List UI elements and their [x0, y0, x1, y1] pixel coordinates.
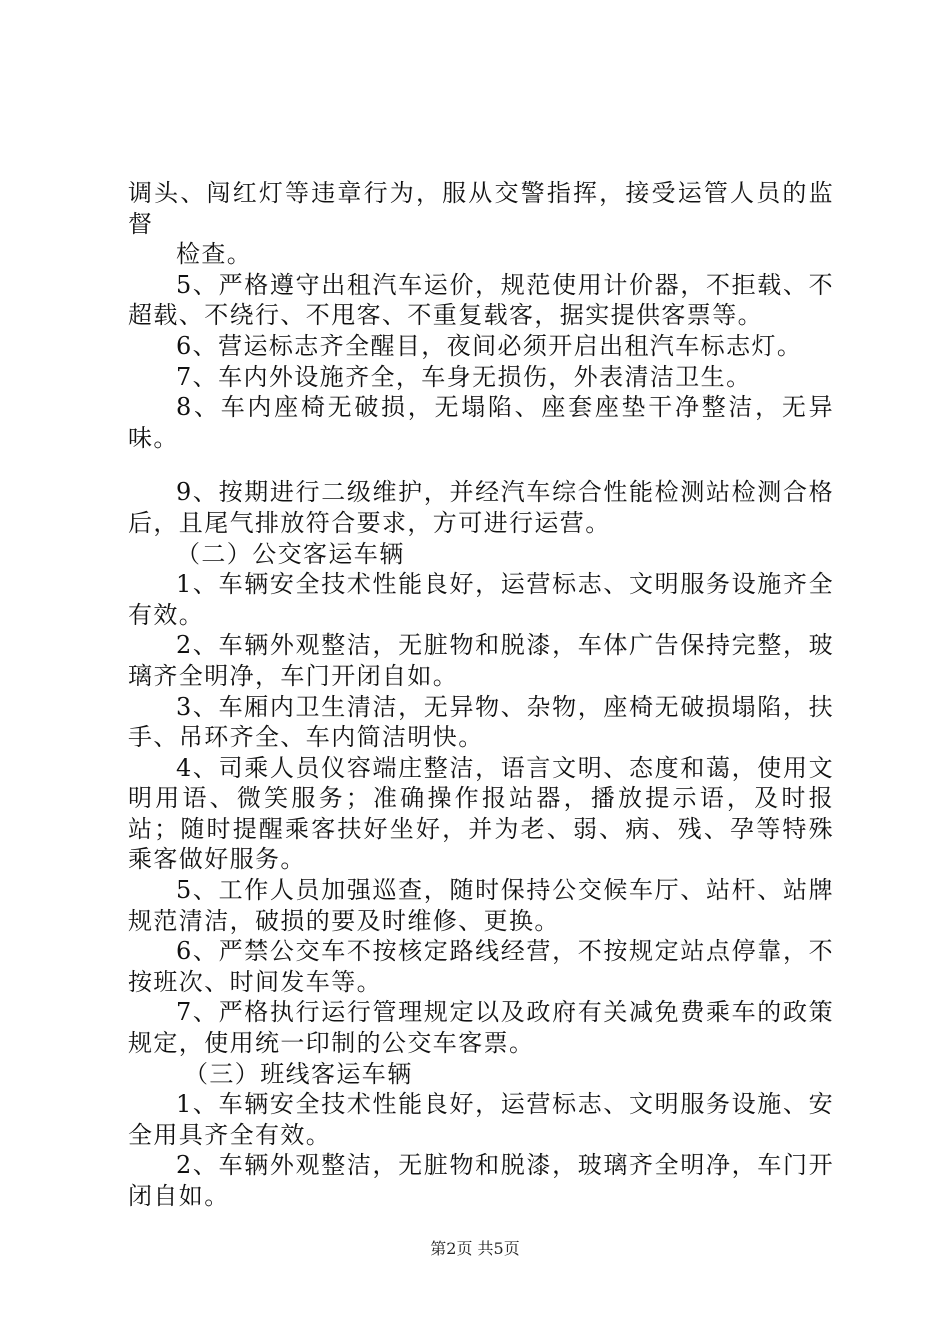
paragraph: 9、按期进行二级维护，并经汽车综合性能检测站检测合格后，且尾气排放符合要求，方可进行运营。 [128, 478, 834, 537]
paragraph: 6、严禁公交车不按核定路线经营，不按规定站点停靠，不按班次、时间发车等。 [128, 937, 834, 996]
paragraph: 1、车辆安全技术性能良好，运营标志、文明服务设施齐全有效。 [128, 570, 834, 629]
paragraph: 2、车辆外观整洁，无脏物和脱漆，玻璃齐全明净，车门开闭自如。 [128, 1151, 834, 1210]
paragraph: 4、司乘人员仪容端庄整洁，语言文明、态度和蔼，使用文明用语、微笑服务；准确操作报站器，播放提示语，及时报站；随时提醒乘客扶好坐好，并为老、弱、病、残、孕等特殊乘客做好服务。 [128, 753, 834, 874]
paragraph: 3、车厢内卫生清洁，无异物、杂物，座椅无破损塌陷，扶手、吊环齐全、车内简洁明快。 [128, 692, 834, 752]
paragraph: 8、车内座椅无破损，无塌陷、座套座垫干净整洁，无异味。 [128, 393, 834, 452]
body-text [128, 178, 834, 1212]
paragraph: 5、严格遵守出租汽车运价，规范使用计价器，不拒载、不超载、不绕行、不甩客、不重复载客，据实提供客票等。 [128, 270, 834, 330]
page-number: 第2页 共5页 [430, 1239, 520, 1258]
paragraph: 7、严格执行运行管理规定以及政府有关减免费乘车的政策规定，使用统一印制的公交车客票。 [128, 998, 834, 1058]
paragraph: 调头、闯红灯等违章行为，服从交警指挥，接受运管人员的监督 [128, 179, 834, 238]
paragraph: 7、车内外设施齐全，车身无损伤，外表清洁卫生。 [176, 362, 752, 391]
paragraph: 5、工作人员加强巡查，随时保持公交候车厅、站杆、站牌规范清洁，破损的要及时维修、更换。 [128, 876, 834, 935]
paragraph: 6、营运标志齐全醒目，夜间必须开启出租汽车标志灯。 [176, 331, 803, 360]
section-heading: （三）班线客运车辆 [184, 1059, 413, 1088]
paragraph: 1、车辆安全技术性能良好，运营标志、文明服务设施、安全用具齐全有效。 [128, 1090, 834, 1149]
paragraph: 检查。 [176, 240, 253, 269]
paragraph: 2、车辆外观整洁，无脏物和脱漆，车体广告保持完整，玻璃齐全明净，车门开闭自如。 [128, 631, 834, 690]
section-heading: （二）公交客运车辆 [176, 539, 405, 568]
